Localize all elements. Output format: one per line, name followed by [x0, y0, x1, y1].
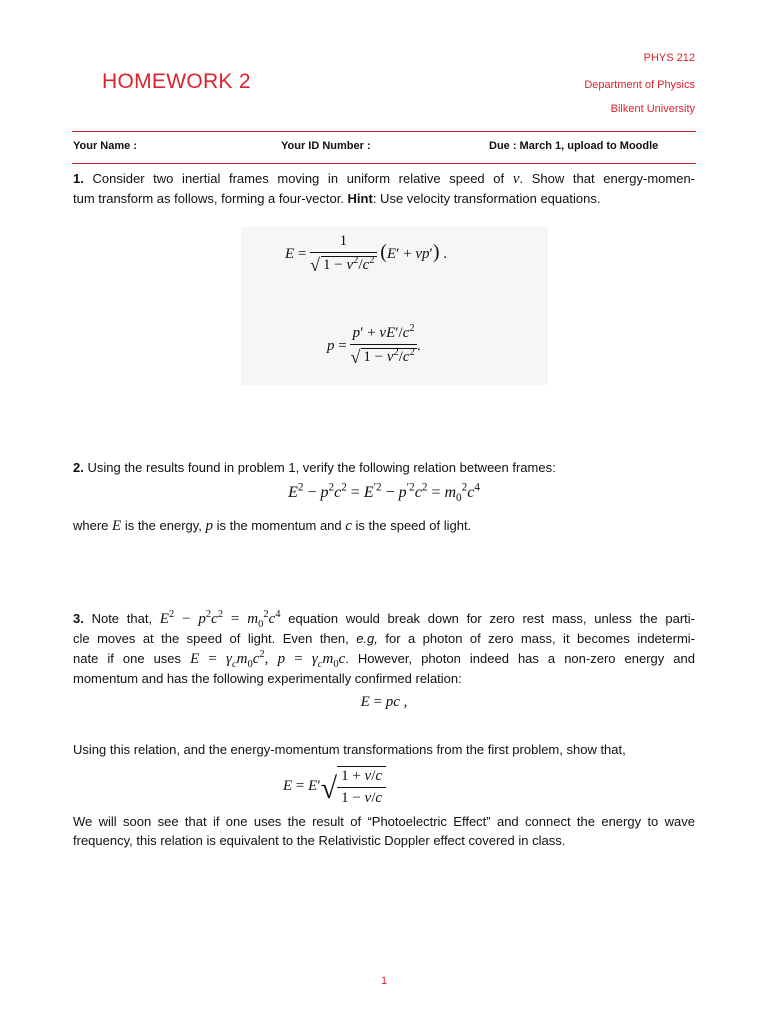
- page-number: 1: [380, 975, 388, 987]
- energy-transform-equation: E = $\frac{1}{√ 1 - v^2/c^2}$ (E′ + vp′) .: [285, 233, 447, 275]
- problem-3: 3. Note that, $E^2 - p^2c^2 = m_0^2c^4$ equation would break down for zero rest mass, unless the parti- cle moves at the speed of light. Even then, e.g, for a photon of zero mass, it becomes indetermi- nate if one uses $E = \gamma_cm_0c^2$, $p = \gamma_cm_0c$. However, photon indeed has a non-zero energy and momentum and has the following experimentally confirmed relation:: [73, 609, 696, 686]
- invariant-equation: $E^2 - p^2c^2 = E^{'2} - p^{'2}c^2 = m_0^2c^4$: [288, 481, 480, 505]
- momentum-transform-equation: p = $\frac{p' + vE'/c^2}{√ 1 - v^2/c^2}$ .: [327, 323, 421, 367]
- university: Bilkent University: [610, 103, 695, 115]
- header-rule-bottom: [72, 163, 696, 164]
- doppler-equation: E = E′√ $\frac{1 + v/c}{1 - v/c}$: [283, 766, 386, 807]
- problem-3-using: Using this relation, and the energy-momentum transformations from the first problem, show that,: [73, 742, 626, 757]
- equation-box: [241, 227, 548, 385]
- problem-3-closing: We will soon see that if one uses the result of “Photoelectric Effect” and connect the energy to wave frequency, this relation is equivalent to the Relativistic Doppler effect covered in class.: [73, 814, 695, 848]
- problem-2: 2. Using the results found in problem 1, verify the following relation between frames:: [73, 460, 556, 475]
- header-rule-top: [72, 131, 696, 132]
- name-field-label: Your Name :: [73, 140, 137, 152]
- due-field-label: Due : March 1, upload to Moodle: [489, 140, 659, 152]
- department: Department of Physics: [584, 79, 695, 91]
- page-title: HOMEWORK 2: [102, 70, 251, 93]
- course-code: PHYS 212: [643, 52, 695, 64]
- id-field-label: Your ID Number :: [281, 140, 371, 152]
- problem-1: 1. Consider two inertial frames moving in uniform relative speed of v. Show that energy-momen- tum transform as follows, forming a four-vector. Hint: Use velocity transformation equations.: [73, 171, 695, 206]
- hint-label: Hint: [347, 191, 373, 206]
- problem-1-number: 1.: [73, 171, 84, 186]
- problem-2-number: 2.: [73, 460, 84, 475]
- photon-relation: E = pc ,: [360, 694, 408, 710]
- problem-3-number: 3.: [73, 611, 84, 626]
- problem-2-where: where E is the energy, p is the momentum and c is the speed of light.: [73, 518, 472, 534]
